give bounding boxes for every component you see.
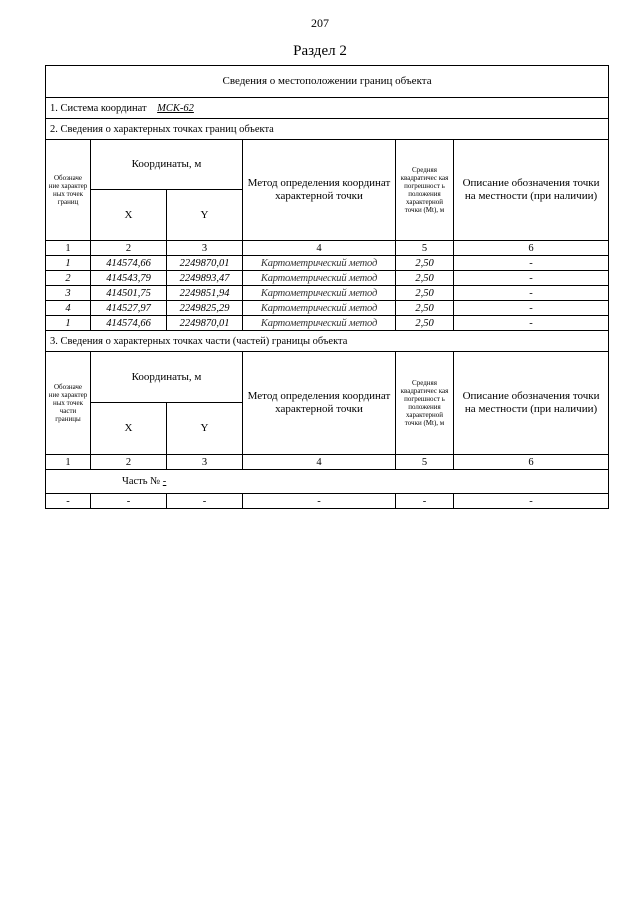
point-id: 1 (46, 316, 91, 331)
point-mt: 2,50 (396, 271, 454, 286)
header-method: Метод определения координат характерной точки (243, 352, 396, 455)
point-x: 414527,97 (91, 301, 167, 316)
header-x: X (91, 190, 167, 241)
header-x: X (91, 403, 167, 455)
column-number: 6 (454, 241, 609, 256)
table-title: Сведения о местоположении границ объекта (46, 66, 609, 98)
table-row (46, 494, 609, 509)
point-id: 4 (46, 301, 91, 316)
point-mt: 2,50 (396, 256, 454, 271)
table-row (46, 316, 609, 331)
header-method: Метод определения координат характерной точки (243, 140, 396, 241)
part-value: - (162, 476, 167, 487)
column-number: 2 (91, 455, 167, 470)
coord-system-row (46, 98, 609, 119)
column-number: 1 (46, 455, 91, 470)
coord-system-label: 1. Система координат (50, 102, 147, 114)
column-number: 3 (167, 455, 243, 470)
empty-cell: - (243, 494, 396, 509)
section-title: Раздел 2 (293, 43, 347, 59)
point-id: 1 (46, 256, 91, 271)
point-y: 2249851,94 (167, 286, 243, 301)
point-mt: 2,50 (396, 286, 454, 301)
point-x: 414574,66 (91, 256, 167, 271)
header-coords: Координаты, м (91, 352, 243, 403)
part-label: Часть № (122, 476, 161, 487)
point-id: 2 (46, 271, 91, 286)
header-description: Описание обозначения точки на местности (при наличии) (454, 352, 609, 455)
page-number: 207 (311, 16, 329, 30)
table-row (46, 286, 609, 301)
coord-system-value: МСК-62 (157, 102, 194, 114)
header-coords: Координаты, м (91, 140, 243, 190)
section3-title: 3. Сведения о характерных точках части (частей) границы объекта (46, 331, 609, 352)
point-y: 2249870,01 (167, 316, 243, 331)
point-x: 414543,79 (91, 271, 167, 286)
header-description: Описание обозначения точки на местности (при наличии) (454, 140, 609, 241)
column-number: 2 (91, 241, 167, 256)
point-mt: 2,50 (396, 316, 454, 331)
point-method: Картометрический метод (243, 271, 396, 286)
point-desc: - (454, 256, 609, 271)
column-number-row (46, 241, 609, 256)
column-number: 1 (46, 241, 91, 256)
table-row (46, 301, 609, 316)
header-point-id: Обозначе ние характер ных точек границ (46, 140, 91, 241)
point-id: 3 (46, 286, 91, 301)
point-y: 2249825,29 (167, 301, 243, 316)
table-row (46, 256, 609, 271)
empty-cell: - (167, 494, 243, 509)
point-x: 414501,75 (91, 286, 167, 301)
empty-cell: - (454, 494, 609, 509)
table-row (46, 271, 609, 286)
point-y: 2249893,47 (167, 271, 243, 286)
point-desc: - (454, 271, 609, 286)
point-method: Картометрический метод (243, 286, 396, 301)
point-desc: - (454, 316, 609, 331)
header-point-id-part: Обозначе ние характер ных точек части границы (46, 352, 91, 455)
point-y: 2249870,01 (167, 256, 243, 271)
point-mt: 2,50 (396, 301, 454, 316)
point-method: Картометрический метод (243, 256, 396, 271)
point-method: Картометрический метод (243, 316, 396, 331)
empty-cell: - (396, 494, 454, 509)
header-precision: Средняя квадратичес кая погрешност ь положения характерной точки (Mt), м (396, 140, 454, 241)
empty-cell: - (91, 494, 167, 509)
column-number: 5 (396, 241, 454, 256)
column-number-row (46, 455, 609, 470)
column-number: 4 (243, 455, 396, 470)
header-precision: Средняя квадратичес кая погрешност ь положения характерной точки (Mt), м (396, 352, 454, 455)
column-number: 5 (396, 455, 454, 470)
empty-cell: - (46, 494, 91, 509)
point-desc: - (454, 286, 609, 301)
point-desc: - (454, 301, 609, 316)
boundary-table (45, 65, 609, 509)
column-number: 3 (167, 241, 243, 256)
part-row (46, 470, 609, 494)
section2-title: 2. Сведения о характерных точках границ объекта (46, 119, 609, 140)
column-number: 6 (454, 455, 609, 470)
point-method: Картометрический метод (243, 301, 396, 316)
point-x: 414574,66 (91, 316, 167, 331)
header-y: Y (167, 403, 243, 455)
header-y: Y (167, 190, 243, 241)
column-number: 4 (243, 241, 396, 256)
